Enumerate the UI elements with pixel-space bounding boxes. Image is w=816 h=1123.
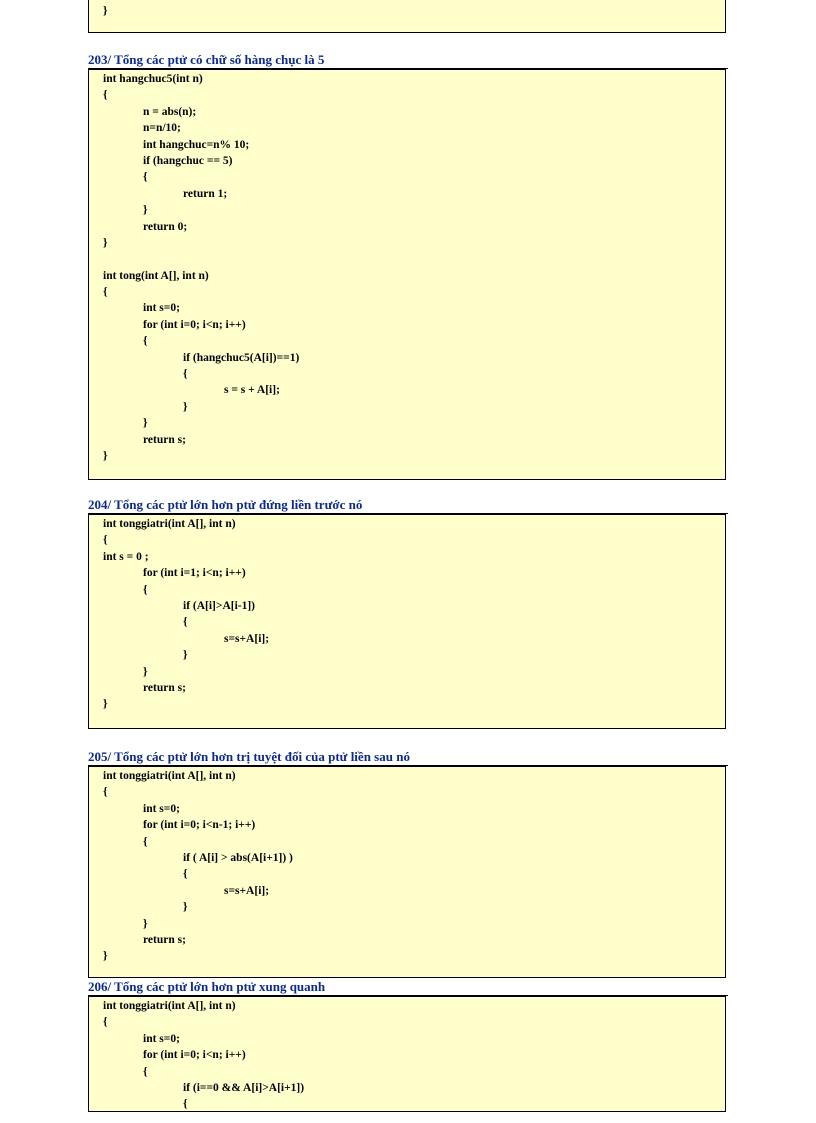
code-line: int tong(int A[], int n) <box>103 269 209 282</box>
code-line: { <box>103 786 108 799</box>
code-line: int s = 0 ; <box>103 550 149 563</box>
code-line: } <box>143 917 148 930</box>
code-line: int tonggiatri(int A[], int n) <box>103 1000 236 1012</box>
code-line: if (hangchuc5(A[i])==1) <box>183 351 300 364</box>
code-line: int hangchuc=n% 10; <box>143 138 250 151</box>
code-line: if (i==0 && A[i]>A[i+1]) <box>183 1081 305 1094</box>
code-line: if (hangchuc == 5) <box>143 154 233 167</box>
code-line: { <box>103 1016 108 1029</box>
code-line: } <box>103 5 108 17</box>
code-line: { <box>143 835 148 848</box>
section-title-203: 203/ Tổng các ptử có chữ số hàng chục là 5 <box>88 52 325 67</box>
code-line: } <box>183 649 188 662</box>
code-block-206 <box>88 996 726 1112</box>
code-line: return 0; <box>143 220 188 233</box>
code-line: } <box>183 400 188 413</box>
code-line: { <box>183 368 188 381</box>
code-line: { <box>143 1065 148 1078</box>
code-line: { <box>143 335 148 348</box>
code-line: { <box>103 89 108 102</box>
code-line: return s; <box>143 681 186 694</box>
section-title-205: 205/ Tổng các ptử lớn hơn trị tuyệt đối của ptử liền sau nó <box>88 749 410 764</box>
code-line: { <box>183 1098 188 1111</box>
code-line: return s; <box>143 933 186 946</box>
code-line: int s=0; <box>143 1032 180 1045</box>
section-title-206: 206/ Tổng các ptử lớn hơn ptử xung quanh <box>88 979 326 994</box>
code-block-204 <box>88 514 726 729</box>
blank-line <box>103 251 725 267</box>
code-line: } <box>143 204 148 217</box>
section-title-204: 204/ Tổng các ptử lớn hơn ptử đứng liền trước nó <box>88 497 363 512</box>
code-line: } <box>143 417 148 430</box>
code-line: } <box>103 236 108 249</box>
code-line: s = s + A[i]; <box>224 384 280 397</box>
code-line: if ( A[i] > abs(A[i+1]) ) <box>183 851 293 864</box>
code-line: return s; <box>143 433 186 446</box>
code-line: int tonggiatri(int A[], int n) <box>103 518 236 530</box>
code-line: } <box>103 950 108 963</box>
code-line: for (int i=0; i<n; i++) <box>143 1049 246 1062</box>
code-line: s=s+A[i]; <box>224 632 270 645</box>
code-line: { <box>183 868 188 881</box>
code-block-203 <box>88 69 726 480</box>
code-line: int s=0; <box>143 302 180 315</box>
code-line: } <box>103 449 108 462</box>
code-line: for (int i=0; i<n; i++) <box>143 318 246 331</box>
code-line: { <box>143 583 148 596</box>
code-line: int s=0; <box>143 802 180 815</box>
code-block-205 <box>88 766 726 978</box>
code-line: for (int i=0; i<n-1; i++) <box>143 819 256 832</box>
code-line: return 1; <box>183 187 228 200</box>
code-line: for (int i=1; i<n; i++) <box>143 567 246 580</box>
code-line: if (A[i]>A[i-1]) <box>183 599 256 612</box>
code-line: { <box>143 171 148 184</box>
code-line: int tonggiatri(int A[], int n) <box>103 770 236 782</box>
code-line: { <box>103 534 108 547</box>
code-line: { <box>103 286 108 299</box>
code-block-previous <box>88 0 726 33</box>
code-line: n = abs(n); <box>143 105 197 118</box>
code-line: s=s+A[i]; <box>224 884 270 897</box>
code-line: n=n/10; <box>143 122 181 135</box>
code-line: int hangchuc5(int n) <box>103 73 203 85</box>
code-line: } <box>103 698 108 711</box>
code-line: { <box>183 616 188 629</box>
code-line: } <box>183 901 188 914</box>
code-line: } <box>143 665 148 678</box>
